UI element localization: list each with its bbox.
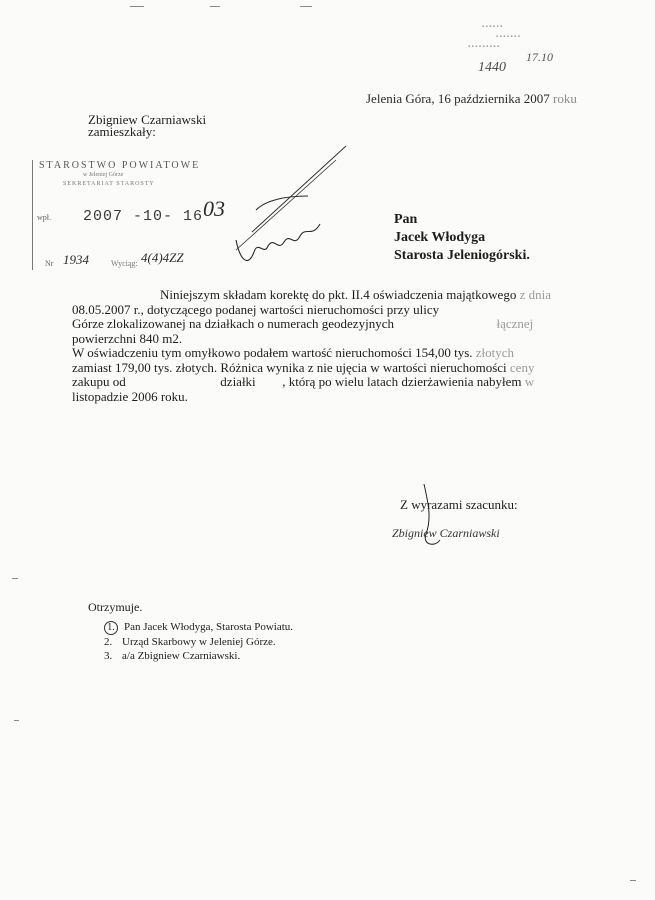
stamp-office: STAROSTWO POWIATOWE xyxy=(39,160,201,171)
body-text: 08.05.2007 r., dotyczącego podanej wartości nieruchomości przy ulicy xyxy=(72,301,440,317)
body-text: , którą po wielu latach dzierżawienia nabyłem xyxy=(282,374,522,389)
scan-artifact xyxy=(12,578,18,579)
distribution-number: 1. xyxy=(104,621,118,635)
sender-address-label: zamieszkały: xyxy=(88,124,156,139)
body-text: listopadzie 2006 roku. xyxy=(72,388,188,404)
body-text-faded: łącznej xyxy=(496,316,534,331)
distribution-text: Pan Jacek Włodyga, Starosta Powiatu. xyxy=(124,621,294,633)
distribution-item xyxy=(104,649,293,663)
date-text: Jelenia Góra, 16 października 2007 xyxy=(366,91,550,106)
addressee-block xyxy=(394,211,530,265)
signature-name: Zbigniew Czarniawski xyxy=(392,526,500,540)
distribution-item xyxy=(104,635,293,649)
distribution-text: Urząd Skarbowy w Jeleniej Górze. xyxy=(122,636,276,648)
body-line xyxy=(72,317,572,332)
body-text: W oświadczeniu tym omyłkowo podałem wartość nieruchomości 154,00 tys. xyxy=(72,345,473,360)
body-text: działki xyxy=(220,374,256,389)
letter-date xyxy=(366,91,577,107)
body-text: zamiast 179,00 tys. złotych. Różnica wynika z nie ujęcia w wartości nieruchomości xyxy=(72,359,507,375)
body-line xyxy=(72,332,572,347)
incoming-number: 1440 xyxy=(478,60,506,75)
body-text: Górze zlokalizowanej na działkach o numerach geodezyjnych xyxy=(72,316,394,331)
distribution-text: a/a Zbigniew Czarniawski. xyxy=(122,650,241,662)
incoming-stamp: ▪ ▪ ▪ ▪ ▪ ▪ ▪ ▪ ▪ ▪ ▪ ▪ ▪ ▪ ▪ ▪ ▪ ▪ ▪ ▪ ▪ ▪ 1440 17.10 xyxy=(468,24,553,75)
distribution-item xyxy=(104,620,293,635)
addressee-role: Starosta Jeleniogórski. xyxy=(394,248,530,263)
distribution-number: 3. xyxy=(104,650,113,662)
distribution-list xyxy=(104,620,293,663)
body-line xyxy=(72,375,572,390)
stamp-city: w Jeleniej Górze xyxy=(83,172,124,178)
date-tail: roku xyxy=(552,91,577,106)
sender-name: Zbigniew Czarniawski xyxy=(88,112,207,127)
addressee-title: Pan xyxy=(394,212,418,227)
body-text: Niniejszym składam korektę do pkt. II.4 oświadczenia majątkowego xyxy=(160,287,517,302)
scan-artifact xyxy=(14,720,19,721)
stamp-date: 2007 -10- 16 xyxy=(83,208,204,225)
body-text-faded: w xyxy=(524,374,535,389)
body-text: powierzchni 840 m2. xyxy=(72,330,183,346)
body-text-faded: złotych xyxy=(475,345,515,360)
body-text-faded: z dnia xyxy=(519,287,551,302)
letter-body xyxy=(72,288,572,404)
closing-phrase: Z wyrazami szacunku: xyxy=(400,497,518,512)
stamp-attachment: 4(4)4ZZ xyxy=(141,250,184,265)
distribution-heading: Otrzymuje. xyxy=(88,600,143,614)
incoming-annotation: 17.10 xyxy=(526,50,553,64)
registry-stamp xyxy=(32,160,215,270)
stamp-number: 1934 xyxy=(63,252,89,267)
stamp-attachment-label: Wyciąg: xyxy=(111,259,138,268)
stamp-department: SEKRETARIAT STAROSTY xyxy=(63,181,155,187)
body-line xyxy=(72,390,572,405)
body-text: zakupu od xyxy=(72,374,126,389)
margin-note: 03 xyxy=(203,196,225,221)
body-line xyxy=(72,288,572,303)
body-line xyxy=(72,303,572,318)
distribution-number: 2. xyxy=(104,636,113,648)
scan-artifact xyxy=(210,6,220,7)
body-line xyxy=(72,346,572,361)
scan-artifact xyxy=(630,880,636,881)
body-line xyxy=(72,361,572,376)
addressee-name: Jacek Włodyga xyxy=(394,230,486,245)
stamp-number-label: Nr xyxy=(45,259,54,268)
stamp-date-label: wpł. xyxy=(37,213,51,222)
body-text-faded: ceny xyxy=(509,359,535,375)
signature-stroke xyxy=(410,482,450,552)
scan-artifact xyxy=(300,6,312,7)
scan-artifact xyxy=(130,6,144,7)
